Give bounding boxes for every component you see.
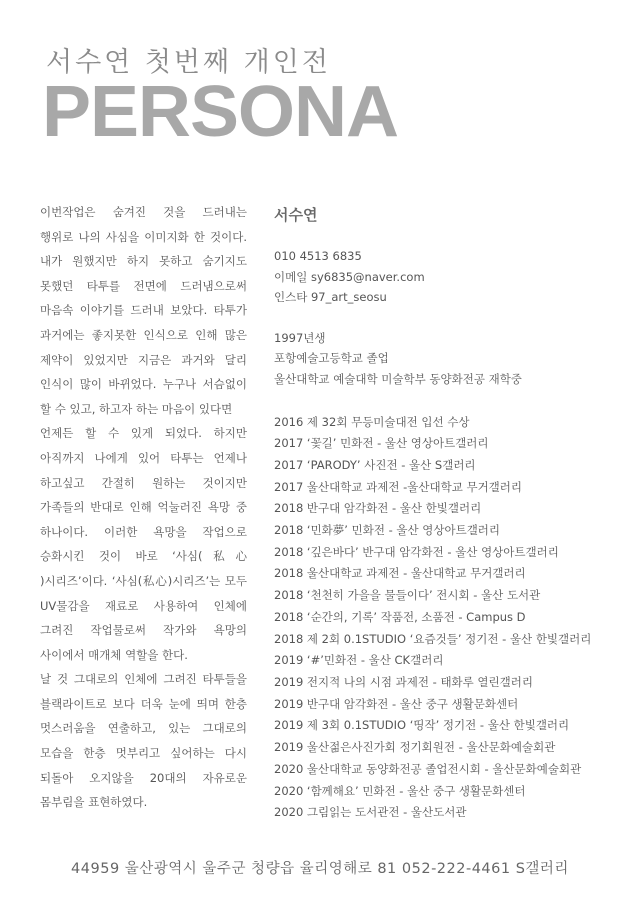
bio-item: 포항예술고등학교 졸업 xyxy=(274,351,389,366)
statement-line: UV물감을 재료로 사용하여 인체에 xyxy=(40,598,247,613)
history-item: 2019 전지적 나의 시점 과제전 - 태화루 열린갤러리 xyxy=(274,675,533,689)
statement-line: 모습을 한층 멋부리고 싶어하는 다시 xyxy=(40,746,247,761)
exhibition-title: PERSONA xyxy=(42,72,399,152)
history-item: 2018 ‘순간의, 기록’ 작품전, 소품전 - Campus D xyxy=(274,609,526,624)
phone-number: 010 4513 6835 xyxy=(274,249,362,263)
statement-line: 그려진 작업물로써 작가와 욕망의 xyxy=(40,623,247,638)
exhibition-subtitle: 서수연 첫번째 개인전 xyxy=(46,47,331,78)
contact-info xyxy=(274,246,614,308)
artist-statement xyxy=(40,200,247,815)
history-item: 2017 ‘꽃길’ 민화전 - 울산 영상아트갤러리 xyxy=(274,436,489,451)
statement-line: 못했던 타투를 전면에 드러냄으로써 xyxy=(40,278,247,293)
statement-line: 언제든 할 수 있게 되었다. 하지만 xyxy=(40,426,247,441)
history-item: 2020 그림읽는 도서관전 - 울산도서관 xyxy=(274,805,467,820)
statement-line: 날 것 그대로의 인체에 그려진 타투들을 xyxy=(40,672,247,687)
bio-item: 울산대학교 예술대학 미술학부 동양화전공 재학중 xyxy=(274,371,522,386)
gallery-address: 44959 울산광역시 울주군 청량읍 율리영해로 81 052-222-4461 S갤러리 xyxy=(71,861,569,877)
bio-item: 1997년생 xyxy=(274,330,326,345)
history-item: 2017 울산대학교 과제전 -울산대학교 무거갤러리 xyxy=(274,479,522,494)
email-address: 이메일 sy6835@naver.com xyxy=(274,269,425,284)
artist-name: 서수연 xyxy=(274,206,318,224)
statement-line: 인식이 많이 바뀌었다. 누구나 서슴없이 xyxy=(40,377,247,392)
history-item: 2018 반구대 암각화전 - 울산 한빛갤러리 xyxy=(274,501,482,516)
history-item: 2018 ‘깊은바다’ 반구대 암각화전 - 울산 영상아트갤러리 xyxy=(274,544,559,559)
history-item: 2018 ‘민화夢’ 민화전 - 울산 영상아트갤러리 xyxy=(274,523,501,538)
history-item: 2018 울산대학교 과제전 - 울산대학교 무거갤러리 xyxy=(274,566,526,581)
history-item: 2018 ‘천천히 가을을 물들이다’ 전시회 - 울산 도서관 xyxy=(274,588,541,603)
instagram-handle: 인스타 97_art_seosu xyxy=(274,290,387,305)
statement-line: 승화시킨 것이 바로 ‘사심(私心 xyxy=(40,549,247,564)
statement-line: 블랙라이트로 보다 더욱 눈에 띄며 한층 xyxy=(40,696,247,711)
history-item: 2019 울산젊은사진가회 정기회원전 - 울산문화예술회관 xyxy=(274,740,556,755)
statement-line: 아직까지 나에게 있어 타투는 언제나 xyxy=(40,450,247,465)
statement-line: 사이에서 매개체 역할을 한다. xyxy=(40,647,188,662)
history-item: 2017 ‘PARODY’ 사진전 - 울산 S갤러리 xyxy=(274,457,476,472)
statement-line: 내가 원했지만 하지 못하고 숨기지도 xyxy=(40,254,247,269)
statement-line: 멋스러움을 연출하고, 있는 그대로의 xyxy=(40,721,247,736)
history-item: 2020 울산대학교 동양화전공 졸업전시회 - 울산문화예술회관 xyxy=(274,761,582,776)
artist-info xyxy=(274,200,614,824)
statement-line: )시리즈’이다. ‘사심(私心)시리즈’는 모두 xyxy=(40,573,247,588)
history-item: 2019 제 3회 0.1STUDIO ‘띵작’ 정기전 - 울산 한빛갤러리 xyxy=(274,718,570,733)
statement-line: 이번작업은 숨겨진 것을 드러내는 xyxy=(40,205,247,219)
history-item: 2019 ‘#’민화전 - 울산 CK갤러리 xyxy=(274,653,444,668)
statement-line: 과거에는 좋지못한 인식으로 인해 많은 xyxy=(40,327,247,342)
artist-bio xyxy=(274,328,614,390)
statement-line: 하고싶고 간절히 원하는 것이지만 xyxy=(40,475,247,490)
statement-line: 행위로 나의 사심을 이미지화 한 것이다. xyxy=(40,229,247,244)
exhibition-history xyxy=(274,412,614,824)
statement-line: 제약이 있었지만 지금은 과거와 달리 xyxy=(40,352,247,367)
statement-line: 마음속 이야기를 드러내 보았다. 타투가 xyxy=(40,303,247,318)
statement-line: 되돌아 오지않을 20대의 자유로운 xyxy=(40,770,247,785)
history-item: 2019 반구대 암각화전 - 울산 중구 생활문화센터 xyxy=(274,696,519,711)
statement-line: 하나이다. 이러한 욕망을 작업으로 xyxy=(40,524,247,539)
history-item: 2016 제 32회 무등미술대전 입선 수상 xyxy=(274,414,470,429)
statement-line: 할 수 있고, 하고자 하는 마음이 있다면 xyxy=(40,401,233,416)
history-item: 2018 제 2회 0.1STUDIO ‘요즘것들’ 정기전 - 울산 한빛갤러리 xyxy=(274,631,592,646)
statement-line: 가족들의 반대로 인해 억눌러진 욕망 중 xyxy=(40,500,247,515)
history-item: 2020 ‘함께해요’ 민화전 - 울산 중구 생활문화센터 xyxy=(274,783,526,798)
statement-line: 몸부림을 표현하였다. xyxy=(40,795,148,810)
